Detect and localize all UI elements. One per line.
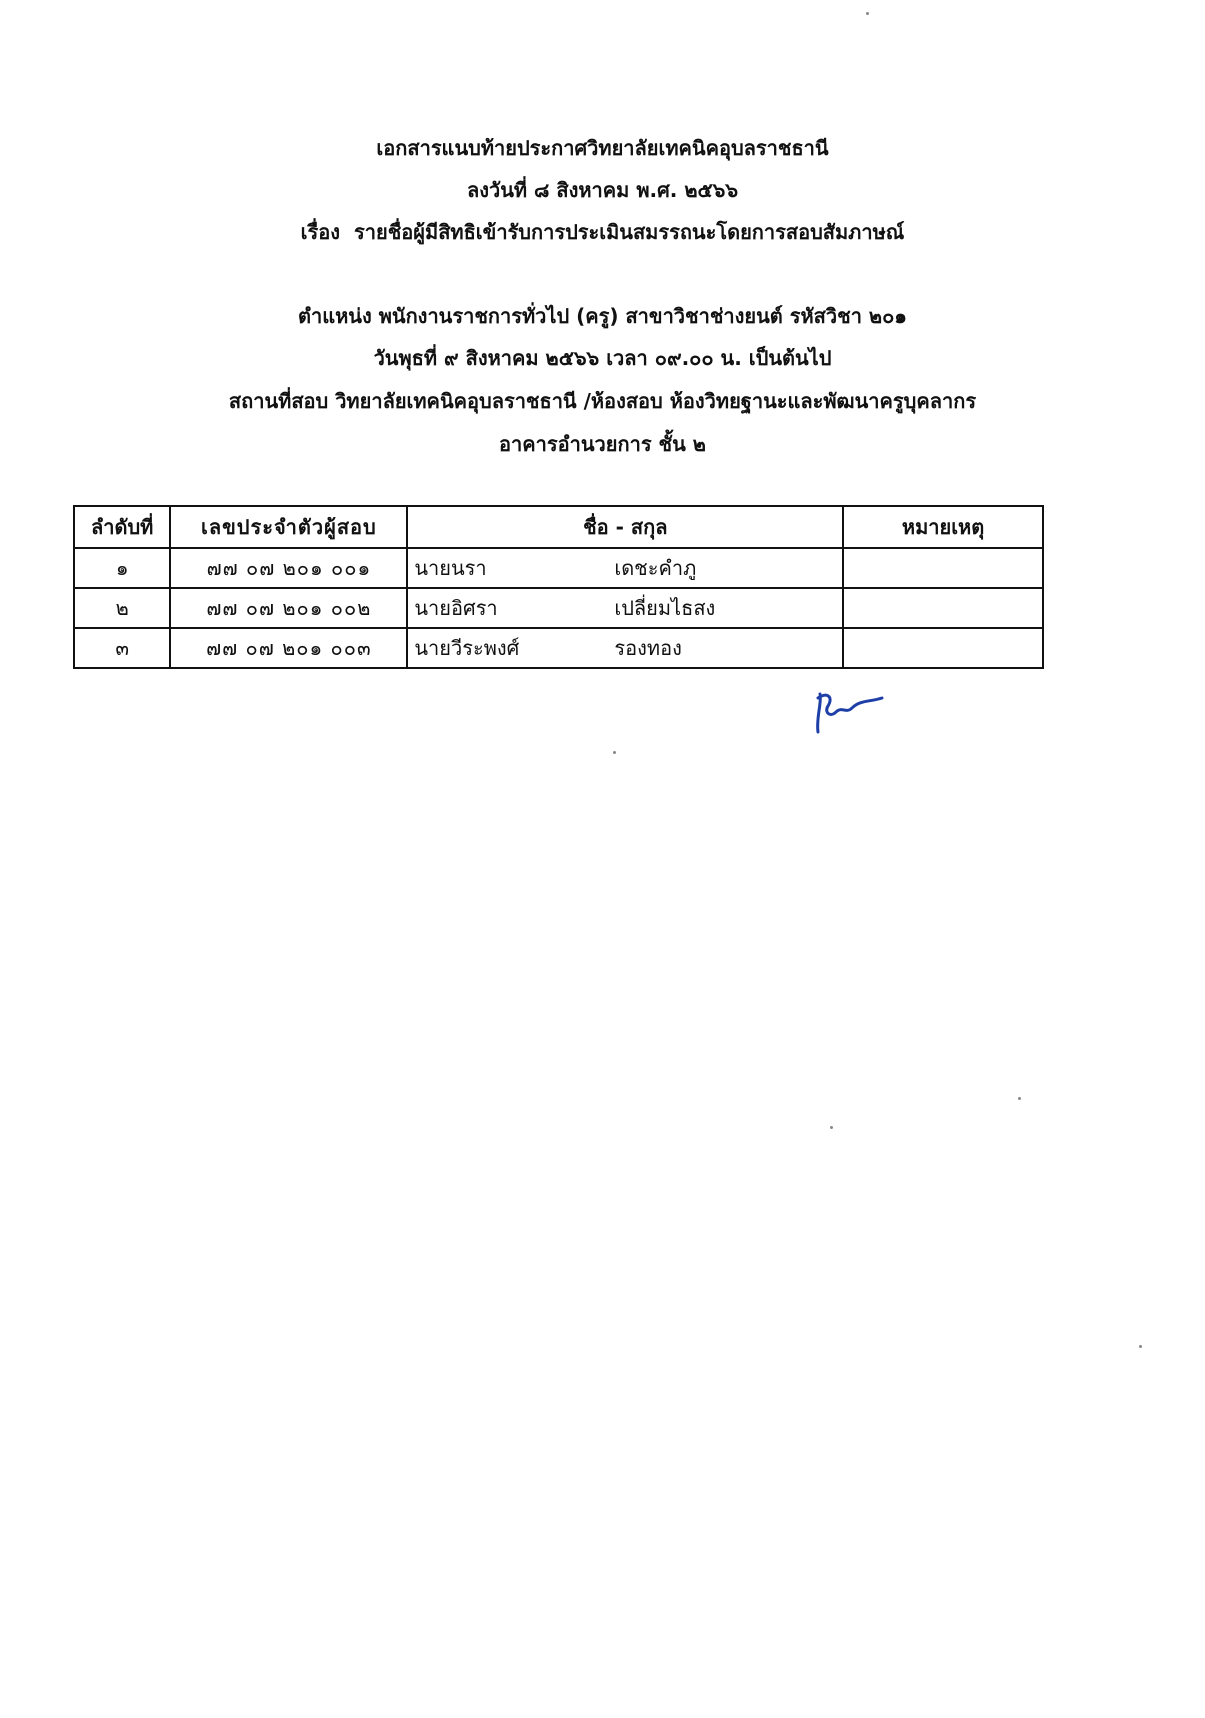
last-name: รองทอง <box>614 636 682 660</box>
candidate-name <box>407 588 843 628</box>
column-header-exam-id: เลขประจำตัวผู้สอบ <box>170 506 407 548</box>
datetime-line: วันพุธที่ ๙ สิงหาคม ๒๕๖๖ เวลา ๐๙.๐๐ น. เป็นต้นไป <box>373 346 832 370</box>
row-number: ๑ <box>74 548 170 588</box>
column-header-no: ลำดับที่ <box>74 506 170 548</box>
last-name: เปลี่ยมไธสง <box>614 596 716 620</box>
announcement-subject <box>0 218 1205 246</box>
scan-speck <box>866 12 869 15</box>
table-row <box>74 588 1043 628</box>
row-number: ๓ <box>74 628 170 668</box>
subject-text: รายชื่อผู้มีสิทธิเข้ารับการประเมินสมรรถนะโดยการสอบสัมภาษณ์ <box>354 220 905 244</box>
table-row <box>74 548 1043 588</box>
last-name: เดชะคำภู <box>614 556 697 580</box>
scan-speck <box>613 751 616 754</box>
announcement-date: ลงวันที่ ๘ สิงหาคม พ.ศ. ๒๕๖๖ <box>466 178 739 202</box>
building-line: อาคารอำนวยการ ชั้น ๒ <box>499 432 706 456</box>
table-row <box>74 628 1043 668</box>
exam-id: ๗๗ ๐๗ ๒๐๑ ๐๐๑ <box>170 548 407 588</box>
first-name: นายอิศรา <box>414 596 498 620</box>
announcement-title: เอกสารแนบท้ายประกาศวิทยาลัยเทคนิคอุบลราชธานี <box>376 136 829 160</box>
candidate-name <box>407 548 843 588</box>
candidate-table <box>73 505 1044 669</box>
remark-cell <box>843 588 1043 628</box>
remark-cell <box>843 548 1043 588</box>
first-name: นายวีระพงศ์ <box>414 636 520 660</box>
exam-id: ๗๗ ๐๗ ๒๐๑ ๐๐๒ <box>170 588 407 628</box>
column-header-name: ชื่อ - สกุล <box>407 506 843 548</box>
remark-cell <box>843 628 1043 668</box>
subject-label: เรื่อง <box>300 220 341 244</box>
scan-speck <box>830 1126 833 1129</box>
column-header-remark: หมายเหตุ <box>843 506 1043 548</box>
first-name: นายนรา <box>414 556 487 580</box>
handwritten-signature <box>812 688 884 736</box>
scan-speck <box>1018 1097 1021 1100</box>
row-number: ๒ <box>74 588 170 628</box>
venue-line: สถานที่สอบ วิทยาลัยเทคนิคอุบลราชธานี /ห้องสอบ ห้องวิทยฐานะและพัฒนาครูบุคลากร <box>228 389 977 413</box>
scan-speck <box>1139 1345 1142 1348</box>
candidate-name <box>407 628 843 668</box>
position-line: ตำแหน่ง พนักงานราชการทั่วไป (ครู) สาขาวิชาช่างยนต์ รหัสวิชา ๒๐๑ <box>298 304 907 328</box>
exam-id: ๗๗ ๐๗ ๒๐๑ ๐๐๓ <box>170 628 407 668</box>
table-header-row <box>74 506 1043 548</box>
